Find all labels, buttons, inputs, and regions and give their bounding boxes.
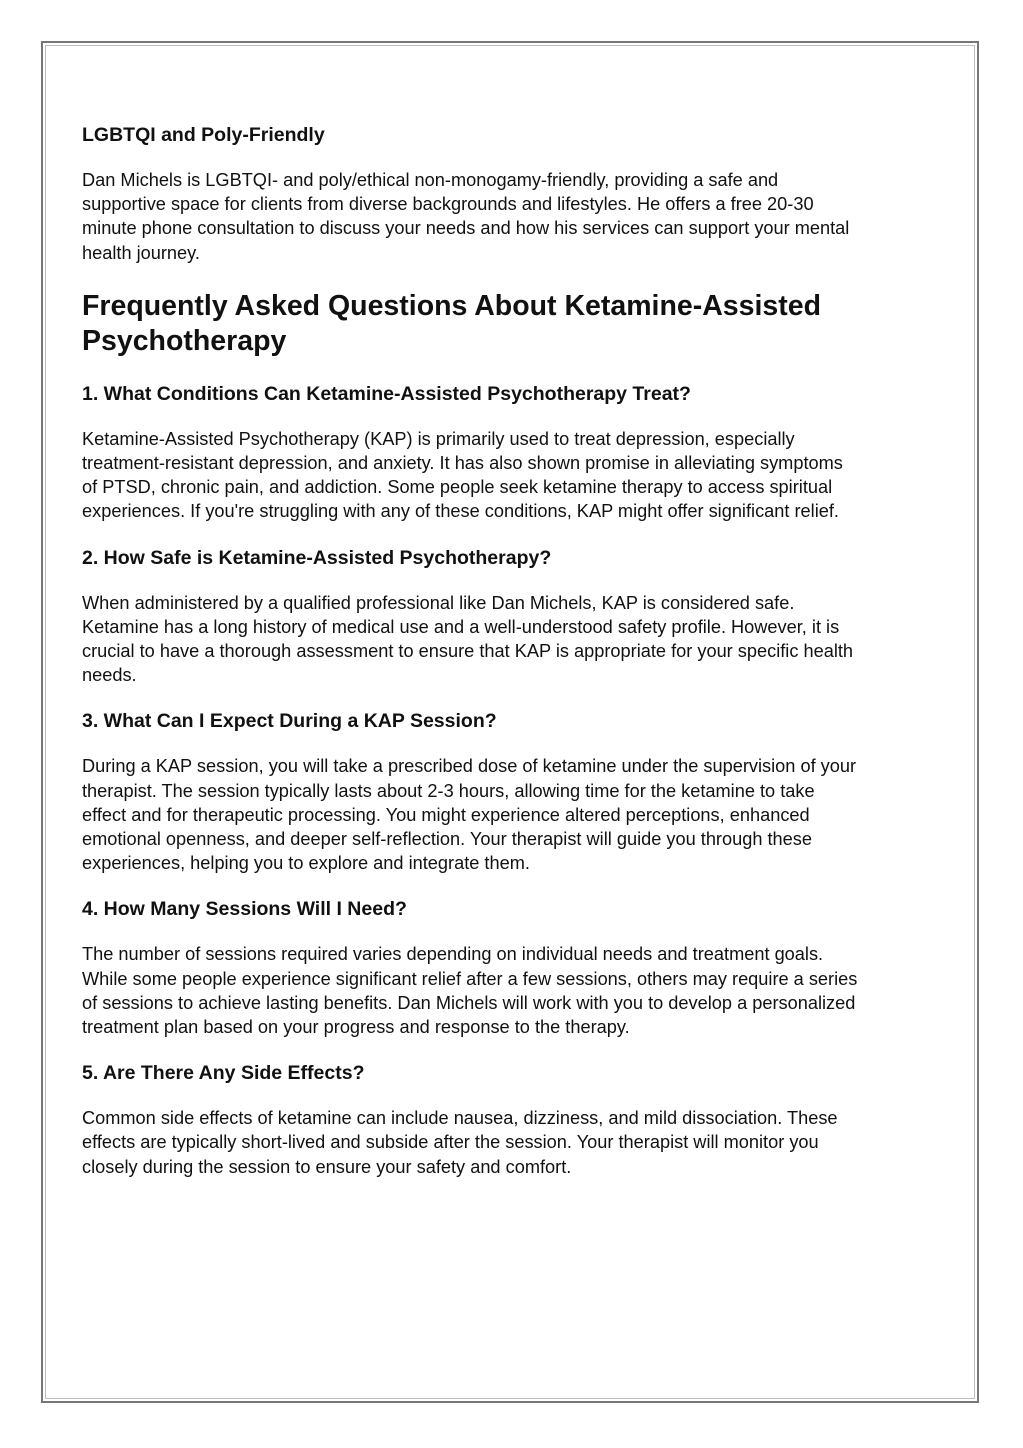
faq-question: 1. What Conditions Can Ketamine-Assisted Psychotherapy Treat? (82, 382, 691, 405)
intro-paragraph: Dan Michels is LGBTQI- and poly/ethical non-monogamy-friendly, providing a safe and supportive space for clients from diverse backgrounds and lifestyles. He offers a free 20-30 minute phone consultation to discuss your needs and how his services can support your mental health journey. (82, 170, 850, 263)
faq-answer: Ketamine-Assisted Psychotherapy (KAP) is primarily used to treat depression, especially treatment-resistant depression, and anxiety. It has also shown promise in alleviating symptoms of PTSD, chronic pain, and addiction. Some people seek ketamine therapy to access spiritual experiences. If you're struggling with any of these conditions, KAP might offer significant relief. (82, 428, 843, 522)
faq-question: 3. What Can I Expect During a KAP Session? (82, 710, 497, 733)
faq-question: 4. How Many Sessions Will I Need? (82, 898, 407, 921)
faq-answer: During a KAP session, you will take a prescribed dose of ketamine under the supervision of your therapist. The session typically lasts about 2-3 hours, allowing time for the ketamine to take effect and for therapeutic processing. You might experience altered perceptions, enhanced emotional openness, and deeper self-reflection. Your therapist will guide you through these experiences, helping you to explore and integrate them. (82, 756, 857, 874)
faq-item-2 (82, 545, 862, 688)
faq-item-4 (82, 896, 862, 1039)
faq-answer: When administered by a qualified professional like Dan Michels, KAP is considered safe. Ketamine has a long history of medical use and a well-understood safety profile. However, it is crucial to have a thorough assessment to ensure that KAP is appropriate for your specific health needs. (82, 592, 854, 686)
intro-heading: LGBTQI and Poly-Friendly (82, 124, 325, 146)
faq-title: Frequently Asked Questions About Ketamine-Assisted Psychotherapy (82, 289, 822, 357)
faq-item-3 (82, 708, 862, 875)
faq-item-1 (82, 381, 862, 524)
faq-item-5 (82, 1060, 862, 1179)
faq-question: 5. Are There Any Side Effects? (82, 1062, 365, 1085)
page-content (82, 122, 862, 1179)
faq-question: 2. How Safe is Ketamine-Assisted Psychotherapy? (82, 546, 552, 569)
faq-answer: The number of sessions required varies depending on individual needs and treatment goals. While some people experience significant relief after a few sessions, others may require a series of sessions to achieve lasting benefits. Dan Michels will work with you to develop a personalized treatment plan based on your progress and response to the therapy. (82, 944, 858, 1038)
faq-answer: Common side effects of ketamine can include nausea, dizziness, and mild dissociation. These effects are typically short-lived and subside after the session. Your therapist will monitor you closely during the session to ensure your safety and comfort. (82, 1108, 838, 1177)
